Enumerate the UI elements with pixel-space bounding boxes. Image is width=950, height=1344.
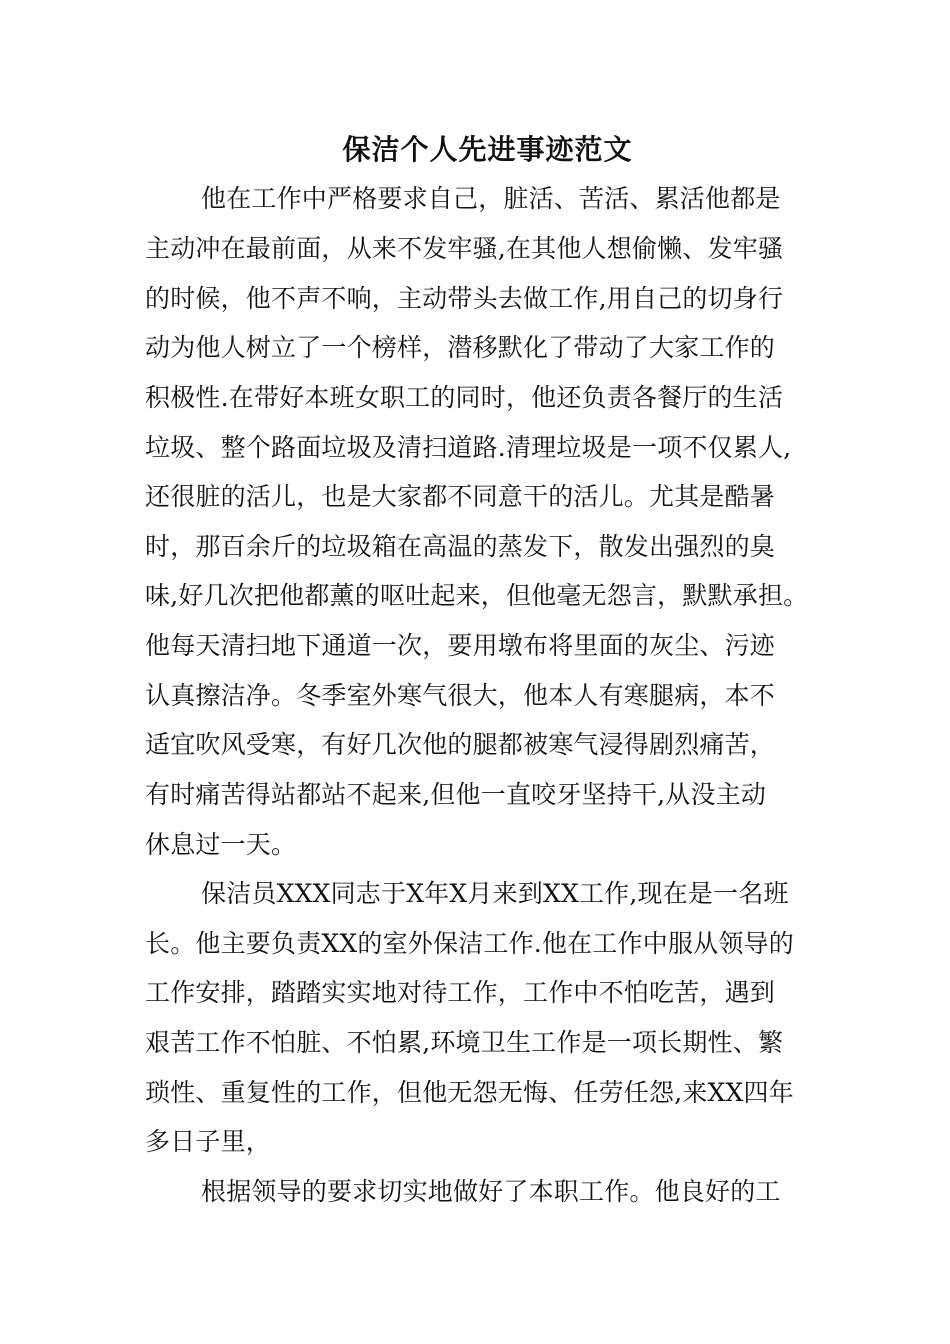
paragraph-1-line-5: 积极性.在带好本班女职工的同时，他还负责各餐厅的生活	[145, 383, 784, 412]
paragraph-2-line-5: 琐性、重复性的工作，但他无怨无悔、任劳任怨,来XX四年	[145, 1078, 794, 1107]
paragraph-1-line-1: 他在工作中严格要求自己，脏活、苦活、累活他都是	[201, 184, 781, 213]
paragraph-1-line-9: 味,好几次把他都薰的呕吐起来，但他毫无怨言，默默承担。	[145, 581, 809, 610]
paragraph-2-line-4: 艰苦工作不怕脏、不怕累,环境卫生工作是一项长期性、繁	[145, 1028, 784, 1057]
paragraph-1-line-3: 的时候，他不声不响，主动带头去做工作,用自己的切身行	[145, 284, 784, 313]
document-title: 保洁个人先进事迹范文	[342, 133, 633, 166]
paragraph-1-line-4: 动为他人树立了一个榜样，潜移默化了带动了大家工作的	[145, 333, 776, 362]
paragraph-1-line-6: 垃圾、整个路面垃圾及清扫道路.清理垃圾是一项不仅累人,	[145, 433, 792, 462]
paragraph-2-line-6: 多日子里，	[145, 1127, 272, 1156]
paragraph-1-line-2: 主动冲在最前面，从来不发牢骚,在其他人想偷懒、发牢骚	[145, 234, 784, 263]
paragraph-3-line-1: 根据领导的要求切实地做好了本职工作。他良好的工	[201, 1177, 781, 1206]
paragraph-1-line-11: 认真擦洁净。冬季室外寒气很大，他本人有寒腿病，本不	[145, 681, 776, 710]
paragraph-1-line-7: 还很脏的活儿，也是大家都不同意干的活儿。尤其是酷暑	[145, 482, 776, 511]
paragraph-2-line-3: 工作安排，踏踏实实地对待工作，工作中不怕吃苦，遇到	[145, 978, 776, 1007]
paragraph-1-line-8: 时，那百余斤的垃圾箱在高温的蒸发下，散发出强烈的臭	[145, 532, 776, 561]
paragraph-1-line-10: 他每天清扫地下通道一次，要用墩布将里面的灰尘、污迹	[145, 631, 776, 660]
paragraph-1-line-13: 有时痛苦得站都站不起来,但他一直咬牙坚持干,从没主动	[145, 780, 767, 809]
paragraph-2-line-2: 长。他主要负责XX的室外保洁工作.他在工作中服从领导的	[145, 929, 794, 958]
paragraph-2-line-1: 保洁员XXX同志于X年X月来到XX工作,现在是一名班	[201, 879, 789, 908]
paragraph-1-line-12: 适宜吹风受寒，有好几次他的腿都被寒气浸得剧烈痛苦，	[145, 730, 776, 759]
paragraph-1-line-14: 休息过一天。	[145, 830, 297, 859]
